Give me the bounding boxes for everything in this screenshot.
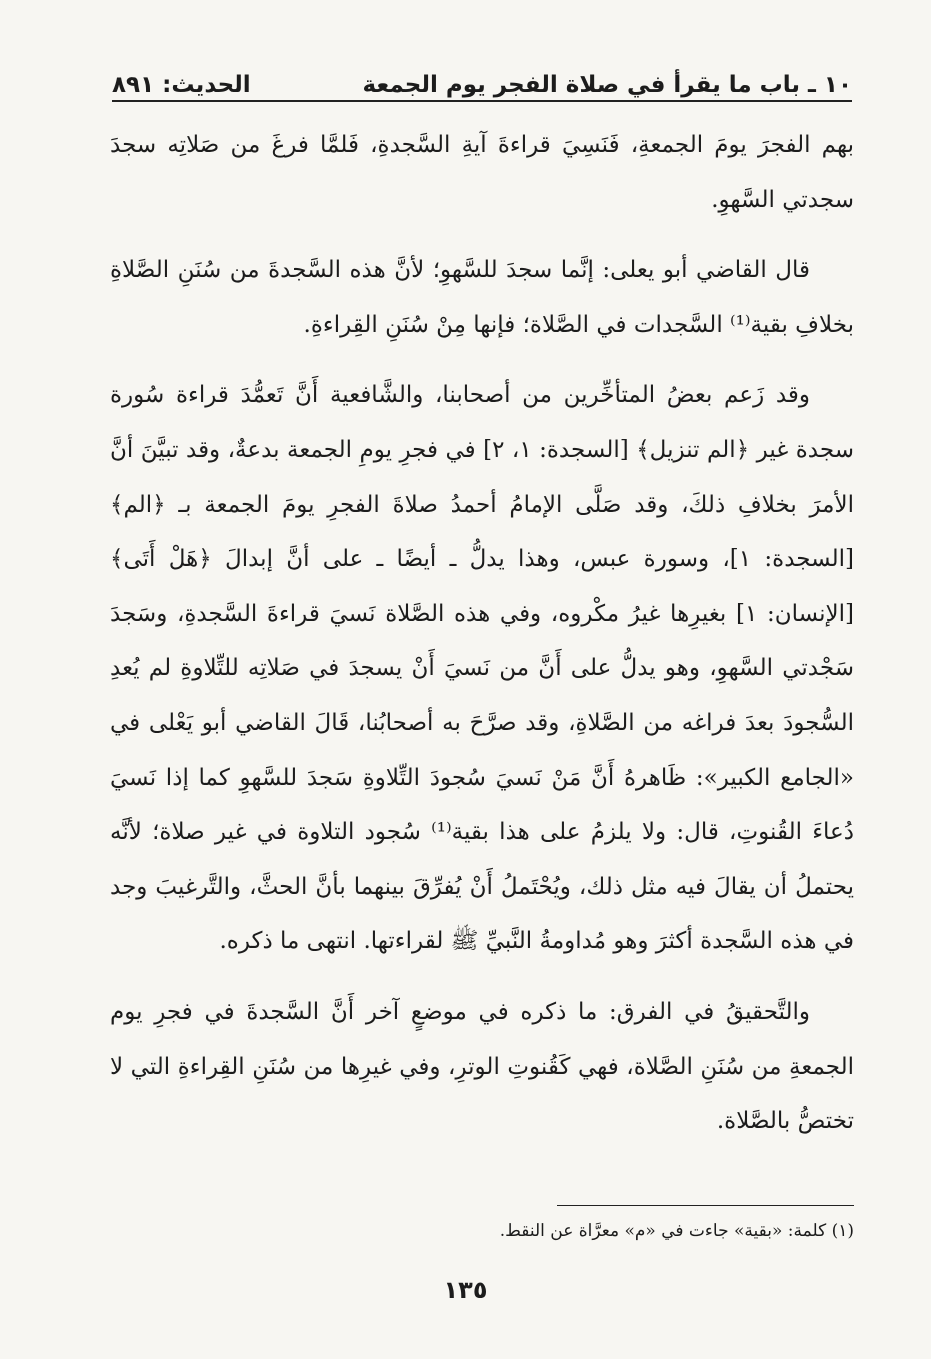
- footnote: (١) كلمة: «بقية» جاءت في «م» معرَّاة عن النقط.: [499, 1221, 854, 1241]
- hadith-number: الحديث: ٨٩١: [112, 72, 251, 98]
- running-header: [112, 62, 852, 98]
- paragraph: بهم الفجرَ يومَ الجمعةِ، فَنَسِيَ قراءةَ آيةِ السَّجدةِ، فَلمَّا فرغَ من صَلاتِه سجدَ سجدتي السَّهوِ.: [110, 132, 854, 213]
- footnote-rule: [557, 1205, 854, 1206]
- paragraph: وقد زَعم بعضُ المتأخِّرين من أصحابنا، والشَّافعية أَنَّ تَعمُّدَ قراءة سُورة سجدة غير ﴿الم تنزيل﴾ [السجدة: ١، ٢] في فجرِ يومِ الجمعة بدعةٌ، وقد تبيَّنَ أنَّ الأمرَ بخلافِ ذلكَ، وقد صَلَّى الإمامُ أحمدُ صلاةَ الفجرِ يومَ الجمعة بـ ﴿الم﴾ [السجدة: ١]، وسورة عبس، وهذا يدلُّ ـ أيضًا ـ على أنَّ إبدالَ ﴿هَلْ أَتَى﴾ [الإنسان: ١] بغيرِها غيرُ مكْروه، وفي هذه الصَّلاة نَسيَ قراءةَ السَّجدةِ، وسَجدَ سَجْدتي السَّهوِ، وهو يدلُّ على أَنَّ من نَسيَ أَنْ يسجدَ في صَلاتِه للتِّلاوةِ لم يُعدِ السُّجودَ بعدَ فراغه من الصَّلاةِ، وقد صرَّحَ به أصحابُنا، قَالَ القاضي أبو يَعْلى في «الجامع الكبير»: ظَاهرهُ أَنَّ مَنْ نَسيَ سُجودَ التِّلاوةِ سَجدَ للسَّهوِ كما إذا نَسيَ دُعاءَ القُنوتِ، قال: ولا يلزمُ على هذا بقية⁽¹⁾ سُجود التلاوة في غير صلاة؛ لأنَّه يحتملُ أن يقالَ فيه مثل ذلك، ويُحْتَملُ أَنْ يُفرِّقَ بينهما بأنَّ الحثَّ، والتَّرغيبَ وجد في هذه السَّجدة أكثرَ وهو مُداومةُ النَّبيِّ ﷺ لقراءتها. انتهى ما ذكره.: [110, 382, 855, 955]
- page-number: ١٣٥: [443, 1276, 488, 1304]
- header-rule: [112, 100, 852, 102]
- paragraph: والتَّحقيقُ في الفرق: ما ذكره في موضعٍ آخر أَنَّ السَّجدةَ في فجرِ يوم الجمعةِ من سُنَنِ الصَّلاة، فهي كَقُنوتِ الوترِ، وفي غيرِها من سُنَنِ القِراءةِ التي لا تختصُّ بالصَّلاة.: [110, 998, 854, 1135]
- chapter-title: ١٠ ـ باب ما يقرأ في صلاة الفجر يوم الجمعة: [362, 72, 852, 98]
- paragraph: قال القاضي أبو يعلى: إنَّما سجدَ للسَّهوِ؛ لأنَّ هذه السَّجدةَ من سُنَنِ الصَّلاةِ بخلافِ بقية⁽¹⁾ السَّجدات في الصَّلاة؛ فإنها مِنْ سُنَنِ القِراءةِ.: [110, 257, 854, 338]
- main-text: [110, 118, 854, 1149]
